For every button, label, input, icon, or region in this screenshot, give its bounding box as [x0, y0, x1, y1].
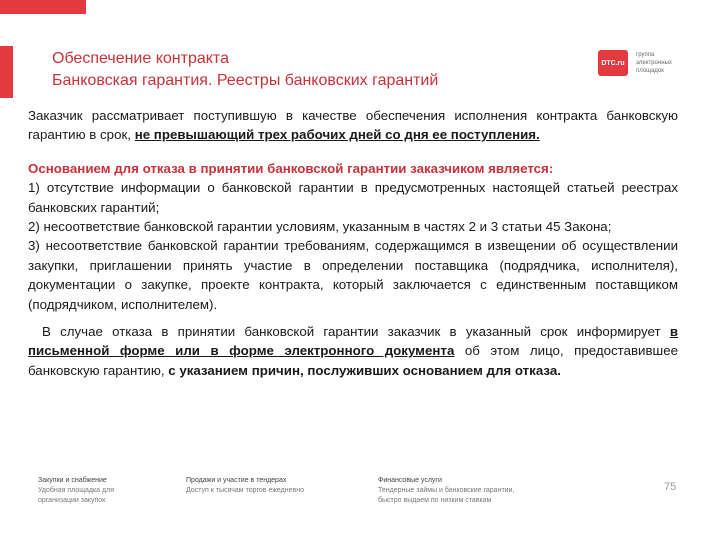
title-line-1: Обеспечение контракта: [52, 50, 229, 67]
slide-title: [52, 48, 438, 92]
footer-col-2-title: Продажи и участие в тендерах: [186, 477, 287, 484]
footer-col-sales: [186, 476, 304, 496]
logo-caption-line-2: электронных: [636, 60, 672, 66]
logo-caption: [636, 51, 672, 75]
logo-caption-line-3: площадок: [636, 68, 664, 74]
footer-col-3-sub-2: быстро выдаем по низким ставкам: [378, 497, 492, 504]
footer-col-3-sub-1: Тендерные займы и банковские гарантии,: [378, 487, 515, 494]
title-line-2: Банковская гарантия. Реестры банковских гарантий: [52, 72, 439, 89]
paragraph-refusal-notice: [28, 322, 678, 380]
notice-text-b: об этом лицо, предоставившее банковскую гарантию,: [28, 343, 678, 378]
spacer: [28, 314, 678, 322]
top-accent-bar: [0, 0, 86, 14]
logo-caption-line-1: группа: [636, 52, 655, 58]
notice-reason-emphasis: с указанием причин, послуживших основанием для отказа.: [168, 362, 561, 378]
footer-col-1-title: Закупки и снабжение: [38, 477, 107, 484]
review-deadline-emphasis: не превышающий трех рабочих дней со дня ее поступления.: [134, 127, 540, 143]
notice-text-a: В случае отказа в принятии банковской гарантии заказчик в указанный срок информирует: [42, 324, 670, 340]
footer-col-1-sub-2: организации закупок: [38, 497, 106, 504]
refusal-reason-1: 1) отсутствие информации о банковской гарантии в предусмотренных настоящей статьей реестрах банковских гарантий;: [28, 180, 678, 215]
footer-col-3-title: Финансовые услуги: [378, 477, 442, 484]
slide-body: [28, 106, 678, 380]
spacer: [28, 145, 678, 159]
footer-col-purchases: [38, 476, 114, 506]
page-number: 75: [664, 481, 677, 493]
footer-col-1-sub-1: Удобная площадка для: [38, 487, 114, 494]
footer-col-finance: [378, 476, 514, 506]
logo-badge: DTC.ru: [598, 50, 628, 76]
notice-form-emphasis: в письменной форме или в форме электронного документа: [28, 324, 678, 359]
refusal-reason-3: 3) несоответствие банковской гарантии требованиям, содержащимся в извещении об осуществлении закупки, приглашении принять участие в определении поставщика (подрядчика, исполнителя), документации о закупке, проекте контракта, который заключается с единственным поставщиком (подрядчиком, исполнителем).: [28, 238, 678, 312]
left-accent-bar: [0, 46, 13, 98]
refusal-heading: Основанием для отказа в принятии банковской гарантии заказчиком является:: [28, 160, 554, 176]
paragraph-review-period: [28, 106, 678, 145]
paragraph-review-text: Заказчик рассматривает поступившую в качестве обеспечения исполнения контракта банковскую гарантию в срок,: [28, 108, 678, 143]
footer: [38, 476, 678, 516]
dtc-logo: [598, 50, 708, 78]
refusal-reason-2: 2) несоответствие банковской гарантии условиям, указанным в частях 2 и 3 статьи 45 Закона;: [28, 219, 612, 235]
footer-col-2-sub-1: Доступ к тысячам торгов ежедневно: [186, 487, 304, 494]
